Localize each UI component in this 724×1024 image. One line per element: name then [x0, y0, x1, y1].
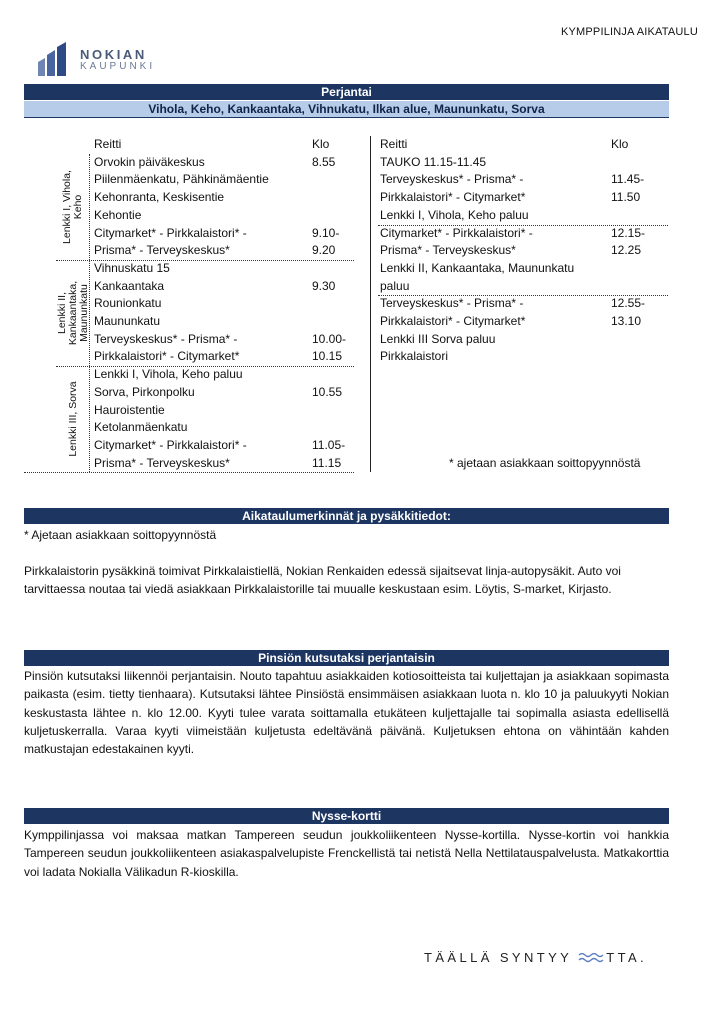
left-route-cell: Prisma* - Terveyskeskus*	[94, 243, 230, 258]
column-divider	[370, 136, 371, 472]
route-group-label: Lenkki I, Vihola, Keho	[60, 169, 84, 244]
nysse-section-bar: Nysse-kortti	[24, 808, 669, 824]
logo-subtitle: KAUPUNKI	[80, 61, 156, 72]
right-time-cell: 13.10	[611, 314, 642, 328]
stops-note: * Ajetaan asiakkaan soittopyynnöstä	[24, 528, 217, 542]
day-bar: Perjantai	[24, 84, 669, 100]
left-route-cell: Kehonranta, Keskisentie	[94, 190, 225, 205]
right-route-cell: Lenkki I, Vihola, Keho paluu	[380, 207, 529, 222]
left-time-cell: 11.05-	[312, 437, 346, 452]
right-time-cell: 12.25	[611, 243, 642, 258]
right-separator	[378, 295, 668, 296]
pinsio-paragraph: Pinsiön kutsutaksi liikennöi perjantaisin. Nouto tapahtuu asiakkaiden kotiosoitteista tai kuljettajan ja asiakkaan sopimasta paikasta (esim. tietty tienhaara). Kutsutaksi lähtee Pinsiöstä ensimmäisen asiakkaan luota n. klo 10 ja paluukyyti Nokian keskustasta lähtee n. klo 12.00. Kyyti tulee varata soittamalla etukäteen kuljettajalle tai sopimalla asiasta edellisellä kuljetuskerralla. Varaa kyyti viimeistään kuljetusta edeltävänä päivänä. Kuljetuksen ehtona on vähintään kahden matkustajan edestakainen kyyti.	[24, 669, 669, 757]
right-route-cell: Lenkki II, Kankaantaka, Maununkatu	[380, 260, 575, 275]
right-route-cell: Lenkki III Sorva paluu	[380, 331, 496, 346]
slogan-end: TTA.	[606, 950, 648, 965]
right-time-cell: 12.15-	[611, 225, 646, 240]
left-time-cell: 10.15	[312, 349, 343, 364]
nysse-paragraph: Kymppilinjassa voi maksaa matkan Tampereen seudun joukkoliikenteen Nysse-kortilla. Nysse-kortin voi hankkia Tampereen seudun joukkoliikenteen asiakaspalvelupiste Frenckellistä tai netistä Nella Nettilatauspalvelusta. Matkakorttia voi ladata Nokialla Välikadun R-kioskilla.	[24, 828, 669, 879]
right-separator	[378, 225, 668, 226]
callback-note: * ajetaan asiakkaan soittopyynnöstä	[449, 455, 641, 470]
right-route-cell: Pirkkalaistori* - Citymarket*	[380, 190, 526, 205]
left-route-header: Reitti	[94, 137, 122, 151]
right-route-cell: paluu	[380, 278, 410, 293]
document-title: KYMPPILINJA AIKATAULU	[560, 26, 698, 38]
left-route-cell: Orvokin päiväkeskus	[94, 154, 205, 169]
table-bottom-line	[24, 472, 354, 473]
route-group-label: Lenkki II, Kankaantaka, Maununkatu	[55, 280, 90, 346]
right-time-cell: 11.45-	[611, 172, 645, 187]
slogan-start: TÄÄLLÄ SYNTYY	[424, 950, 573, 965]
areas-bar: Vihola, Keho, Kankaantaka, Vihnukatu, Ilkan alue, Maununkatu, Sorva	[24, 101, 669, 118]
group-separator	[56, 366, 354, 367]
left-route-cell: Citymarket* - Pirkkalaistori* -	[94, 225, 247, 240]
right-route-header: Reitti	[380, 137, 408, 151]
left-time-cell: 10.00-	[312, 331, 347, 346]
wave-icon	[578, 951, 604, 966]
logo-name: NOKIAN	[80, 47, 147, 62]
left-route-cell: Maununkatu	[94, 314, 161, 328]
stops-paragraph: Pirkkalaistorin pysäkkinä toimivat Pirkkalaistiellä, Nokian Renkaiden edessä sijaitsevat linja-autopysäkit. Auto voi tarvittaessa noutaa tai viedä asiakkaan Pirkkalaistorille tai muualle keskustaan esim. Löytis, S-market, Kirjasto.	[24, 564, 621, 597]
left-route-cell: Prisma* - Terveyskeskus*	[94, 455, 230, 470]
left-time-cell: 10.55	[312, 384, 343, 399]
left-time-cell: 9.20	[312, 243, 336, 258]
right-route-cell: Pirkkalaistori* - Citymarket*	[380, 314, 526, 328]
nokia-city-logo	[36, 40, 166, 80]
pinsio-section-bar: Pinsiön kutsutaksi perjantaisin	[24, 650, 669, 666]
right-route-cell: Prisma* - Terveyskeskus*	[380, 243, 516, 258]
left-route-cell: Lenkki I, Vihola, Keho paluu	[94, 367, 243, 382]
left-time-cell: 9.30	[312, 278, 336, 293]
left-time-header: Klo	[312, 137, 330, 151]
left-route-cell: Hauroistentie	[94, 402, 165, 417]
left-route-cell: Vihnuskatu 15	[94, 260, 170, 275]
stops-section-bar: Aikataulumerkinnät ja pysäkkitiedot:	[24, 508, 669, 524]
left-route-cell: Kehontie	[94, 207, 142, 222]
left-time-cell: 11.15	[312, 455, 342, 470]
footer-slogan	[424, 950, 647, 966]
right-time-cell: 11.50	[611, 190, 641, 205]
left-route-cell: Rounionkatu	[94, 296, 162, 311]
right-time-cell: 12.55-	[611, 296, 646, 311]
left-route-cell: Kankaantaka	[94, 278, 165, 293]
right-route-cell: Citymarket* - Pirkkalaistori* -	[380, 225, 533, 240]
left-route-cell: Citymarket* - Pirkkalaistori* -	[94, 437, 247, 452]
left-route-cell: Pirkkalaistori* - Citymarket*	[94, 349, 240, 364]
left-time-cell: 9.10-	[312, 225, 340, 240]
logo-mark-icon	[36, 40, 76, 80]
left-route-cell: Terveyskeskus* - Prisma* -	[94, 331, 238, 346]
left-time-cell: 8.55	[312, 154, 336, 169]
group-separator	[56, 260, 354, 261]
right-route-cell: Pirkkalaistori	[380, 349, 449, 364]
right-route-cell: Terveyskeskus* - Prisma* -	[380, 296, 524, 311]
left-route-cell: Ketolanmäenkatu	[94, 420, 188, 435]
right-route-cell: TAUKO 11.15-11.45	[380, 154, 487, 169]
right-route-cell: Terveyskeskus* - Prisma* -	[380, 172, 524, 187]
left-route-cell: Sorva, Pirkonpolku	[94, 384, 195, 399]
route-group-label: Lenkki III, Sorva	[66, 381, 79, 457]
left-route-cell: Piilenmäenkatu, Pähkinämäentie	[94, 172, 269, 187]
right-time-header: Klo	[611, 137, 629, 151]
